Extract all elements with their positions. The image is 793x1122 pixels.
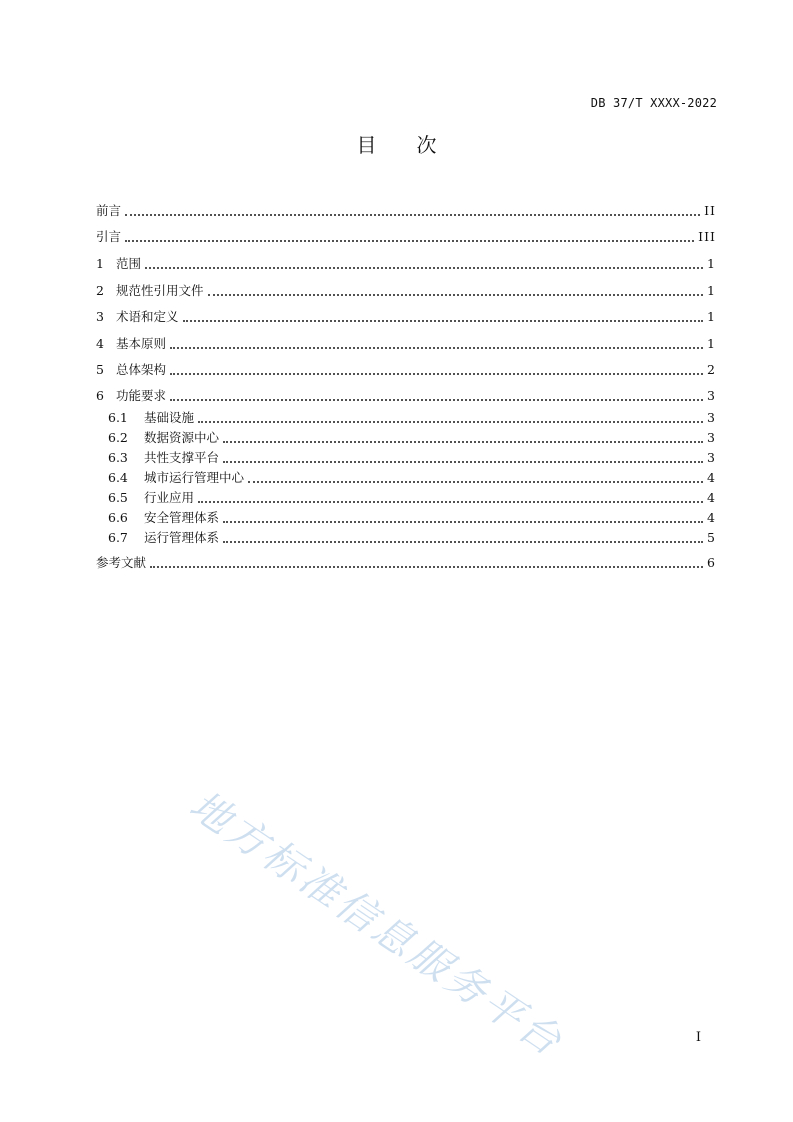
toc-entry-6-2[interactable] [96,429,716,447]
toc-label: 范围 [116,256,142,271]
toc-page-number: 4 [707,470,716,485]
toc-number: 6.3 [108,450,128,465]
toc-label: 规范性引用文件 [116,283,204,298]
title-char-1: 目 [356,133,377,157]
dot-leader [150,565,703,568]
toc-entry-2[interactable] [96,282,716,300]
toc-entry-6-6[interactable] [96,509,716,527]
toc-page-number: 3 [707,410,716,425]
toc-number: 4 [96,336,104,351]
toc-entry-4[interactable] [96,335,716,353]
footer-page-number: I [695,1030,701,1045]
dot-leader [208,293,704,296]
toc-page-number: 1 [707,283,716,298]
toc-entry-5[interactable] [96,361,716,379]
toc-number: 3 [96,309,104,324]
dot-leader [198,500,703,503]
toc-page-number: 2 [707,362,716,377]
toc-entry-6-1[interactable] [96,409,716,427]
toc-entry-3[interactable] [96,308,716,326]
toc-entry-6-7[interactable] [96,529,716,547]
toc-number: 6.5 [108,490,128,505]
toc-page-number: 4 [707,490,716,505]
toc-page-number: 4 [707,510,716,525]
title-char-2: 次 [416,133,437,157]
toc-number: 6.1 [108,410,128,425]
dot-leader [125,239,694,242]
toc-label: 前言 [96,203,122,218]
toc-page-number: 1 [707,256,716,271]
toc-page-number: II [704,203,716,218]
toc-entry-1[interactable] [96,255,716,273]
dot-leader [223,540,703,543]
toc-label: 总体架构 [116,362,167,377]
toc-label: 基本原则 [116,336,167,351]
dot-leader [198,420,703,423]
toc-page-number: 3 [707,430,716,445]
toc-entry-bibliography[interactable] [96,554,716,572]
toc-label: 功能要求 [116,388,167,403]
toc-page-number: III [698,229,716,244]
page-title [0,129,793,158]
toc-label: 参考文献 [96,555,147,570]
toc-label: 运行管理体系 [144,530,220,545]
toc-page-number: 3 [707,388,716,403]
toc-number: 6.2 [108,430,128,445]
dot-leader [183,319,704,322]
toc-entry-6[interactable] [96,387,716,405]
toc-label: 基础设施 [144,410,195,425]
toc-entry-foreword[interactable] [96,202,716,220]
dot-leader [170,398,703,401]
watermark: 地方标准信息服务平台 [181,782,572,1067]
toc-number: 6 [96,388,104,403]
toc-number: 6.7 [108,530,128,545]
dot-leader [170,372,703,375]
toc-entry-6-3[interactable] [96,449,716,467]
toc-page-number: 1 [707,309,716,324]
toc-page-number: 1 [707,336,716,351]
toc-label: 安全管理体系 [144,510,220,525]
toc-label: 数据资源中心 [144,430,220,445]
toc-number: 2 [96,283,104,298]
toc-page-number: 6 [707,555,716,570]
toc-entry-6-5[interactable] [96,489,716,507]
toc-page-number: 3 [707,450,716,465]
toc-label: 术语和定义 [116,309,179,324]
dot-leader [223,440,703,443]
toc-label: 行业应用 [144,490,195,505]
toc-entry-introduction[interactable] [96,228,716,246]
dot-leader [145,266,703,269]
toc-label: 共性支撑平台 [144,450,220,465]
toc-number: 1 [96,256,104,271]
dot-leader [223,520,703,523]
dot-leader [248,480,703,483]
toc-number: 6.4 [108,470,128,485]
toc-page-number: 5 [707,530,716,545]
document-code: DB 37/T XXXX-2022 [590,96,717,110]
toc-number: 6.6 [108,510,128,525]
toc-label: 引言 [96,229,122,244]
toc-entry-6-4[interactable] [96,469,716,487]
dot-leader [223,460,703,463]
dot-leader [125,213,700,216]
dot-leader [170,346,703,349]
toc-label: 城市运行管理中心 [144,470,245,485]
toc-number: 5 [96,362,104,377]
